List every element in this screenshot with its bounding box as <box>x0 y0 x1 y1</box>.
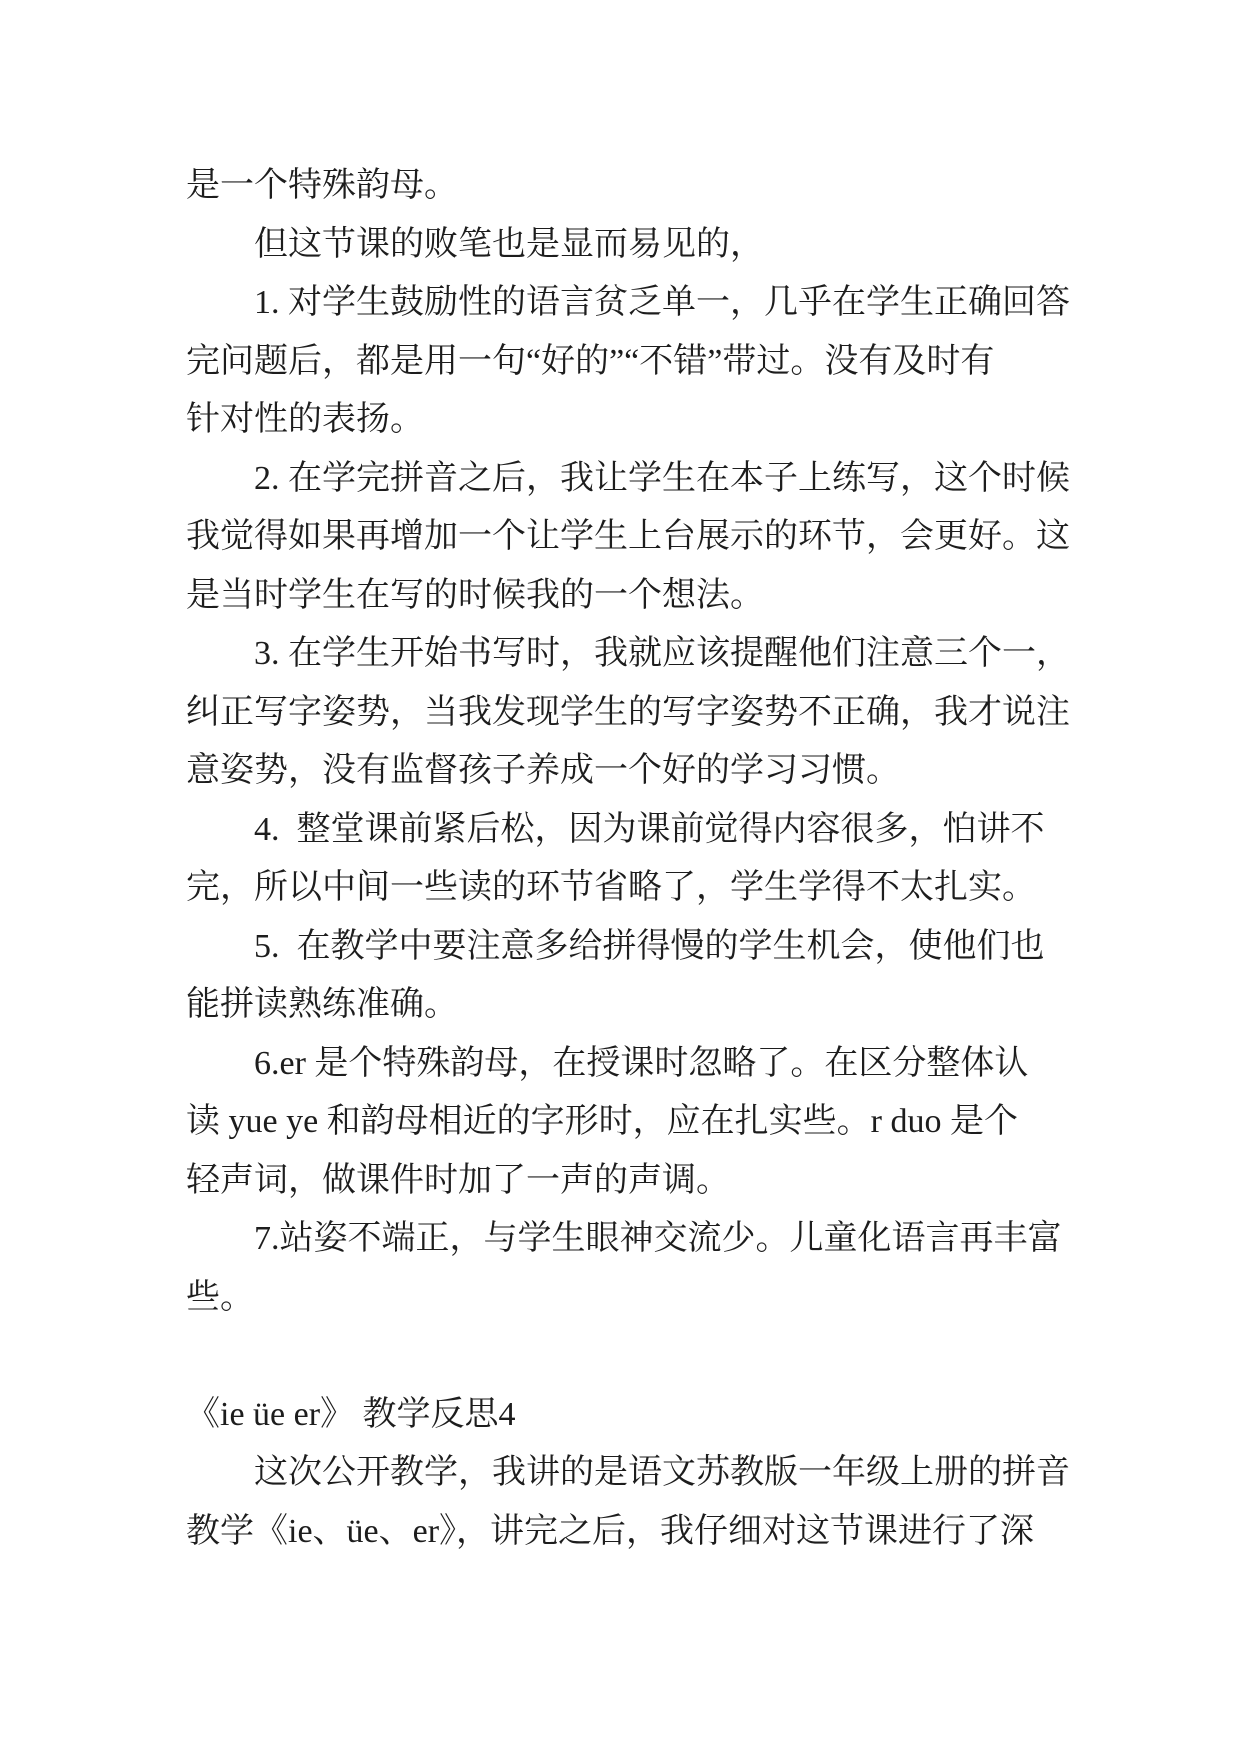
text-line: 我觉得如果再增加一个让学生上台展示的环节，会更好。这 <box>186 518 1070 555</box>
blank-line <box>186 1327 1121 1386</box>
text-line: 这次公开教学，我讲的是语文苏教版一年级上册的拼音 <box>254 1454 1070 1491</box>
text-line: 完，所以中间一些读的环节省略了，学生学得不太扎实。 <box>186 869 1036 906</box>
text-line: 但这节课的败笔也是显而易见的， <box>254 225 764 263</box>
text-line: 读 yue ye 和韵母相近的字形时，应在扎实些。r duo 是个 <box>186 1103 1019 1140</box>
text-line: 教学《ie、üe、er》，讲完之后，我仔细对这节课进行了深 <box>186 1512 1035 1550</box>
text-line-list-item-2: 2. 在学完拼音之后，我让学生在本子上练写，这个时候 <box>254 459 1070 497</box>
text-line-list-item-7: 7.站姿不端正，与学生眼神交流少。儿童化语言再丰富 <box>254 1220 1062 1257</box>
text-line: 是一个特殊韵母。 <box>186 167 458 204</box>
document-text-block <box>186 157 1121 1561</box>
text-line: 轻声词，做课件时加了一声的声调。 <box>186 1161 730 1199</box>
text-line: 完问题后，都是用一句“好的”“不错”带过。没有及时有 <box>186 342 995 380</box>
text-line-list-item-5: 5. 在教学中要注意多给拼得慢的学生机会，使他们也 <box>254 927 1045 965</box>
text-line-list-item-4: 4. 整堂课前紧后松，因为课前觉得内容很多，怕讲不 <box>254 810 1045 848</box>
text-line-list-item-6: 6.er 是个特殊韵母，在授课时忽略了。在区分整体认 <box>254 1044 1029 1082</box>
text-line: 能拼读熟练准确。 <box>186 986 458 1023</box>
text-line: 针对性的表扬。 <box>186 401 424 438</box>
text-line: 意姿势，没有监督孩子养成一个好的学习习惯。 <box>186 752 900 789</box>
text-line-list-item-3: 3. 在学生开始书写时，我就应该提醒他们注意三个一， <box>254 635 1070 672</box>
text-line: 纠正写字姿势，当我发现学生的写字姿势不正确，我才说注 <box>186 693 1070 731</box>
text-line: 些。 <box>186 1278 254 1316</box>
section-heading: 《ie üe er》 教学反思4 <box>186 1395 516 1433</box>
text-line-list-item-1: 1. 对学生鼓励性的语言贫乏单一，几乎在学生正确回答 <box>254 284 1070 321</box>
text-line: 是当时学生在写的时候我的一个想法。 <box>186 576 764 614</box>
